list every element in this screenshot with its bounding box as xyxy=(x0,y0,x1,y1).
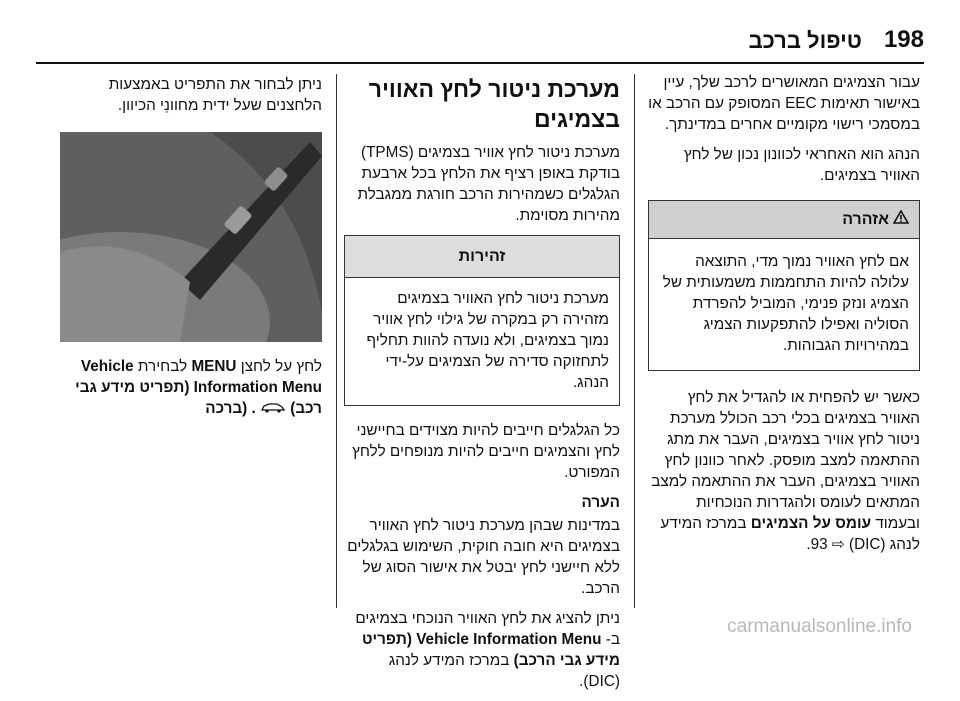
vehicle-info-menu-hebrew: (תפריט מידע גבי הרכב) xyxy=(361,631,620,669)
sensor-paragraph: כל הגלגלים חייבים להיות מצוידים בחיישני לחץ והצמיגים חייבים להיות מנופחים ללחץ המפורט. xyxy=(352,422,620,481)
pressure-adjust-tail: במרכז המידע לנהג (DIC) ⇨ 93. xyxy=(660,515,920,553)
display-text: ניתן להציג את לחץ האוויר הנוכחי בצמיגים ב- xyxy=(355,610,620,648)
caption-tail: . (ברכה xyxy=(205,400,256,417)
left-column xyxy=(60,74,322,428)
note-text: במדינות שבהן מערכת ניטור לחץ האוויר בצמיגים היא חובה חוקית, השימוש בגלגלים ללא חיישני לחץ יבטל את אישור הסוג של הרכב. xyxy=(347,517,620,597)
warning-header xyxy=(649,201,919,239)
vehicle-info-menu-term: Vehicle Information Menu xyxy=(416,631,602,648)
note-label: הערה xyxy=(581,494,620,511)
column-divider-left xyxy=(336,74,337,608)
page-title: טיפול ברכב xyxy=(748,28,862,53)
driver-responsibility-paragraph: הנהג הוא האחראי לכוונון נכון של לחץ האוויר בצמיגים. xyxy=(683,146,920,184)
information-menu-hebrew: (תפריט מידע גבי רכב) xyxy=(75,379,322,417)
header-rule xyxy=(36,62,924,64)
warning-triangle-icon xyxy=(893,209,909,230)
watermark: carmanualsonline.info xyxy=(727,616,912,637)
column-divider-right xyxy=(634,74,635,608)
caution-header: זהירות xyxy=(345,236,619,278)
car-icon xyxy=(256,400,286,417)
caption-mid: לבחירת xyxy=(137,358,188,375)
section-title: מערכת ניטור לחץ האוויר בצמיגים xyxy=(368,76,620,132)
pressure-adjust-paragraph xyxy=(648,387,920,555)
information-menu-term: Information Menu xyxy=(193,379,322,396)
caution-box xyxy=(344,235,620,406)
middle-column xyxy=(344,74,620,701)
warning-body: אם לחץ האוויר נמוך מדי, התוצאה עלולה להיות התחממות משמעותית של הצמיג ונזק פנימי, המוביל להפרדת הסוליה ואפילו להתפקעות הצמיג במהירויות הגבוהות. xyxy=(662,253,909,354)
right-column xyxy=(648,72,920,564)
page-number: 198 xyxy=(883,26,924,53)
display-tail: במרכז המידע לנהג (DIC). xyxy=(388,652,620,690)
caution-body: מערכת ניטור לחץ האוויר בצמיגים מזהירה רק במקרה של גילוי לחץ אוויר נמוך בצמיגים, ולא נועדה להוות תחליף לתחזוקה סדירה של הצמיגים על-ידי הנהג. xyxy=(366,290,609,391)
display-paragraph xyxy=(344,608,620,692)
vehicle-term: Vehicle xyxy=(80,358,134,375)
warning-box xyxy=(648,200,920,371)
page-header xyxy=(20,14,924,54)
menu-button-term: MENU xyxy=(191,358,237,375)
photo-caption xyxy=(60,356,322,419)
caption-lead: לחץ על לחצן xyxy=(240,358,322,375)
menu-intro: ניתן לבחור את התפריט באמצעות הלחצנים שעל ידית מחוונֵי הכיוון. xyxy=(108,76,322,114)
warning-title: אזהרה xyxy=(842,211,889,228)
tire-load-term: עומס על הצמיגים xyxy=(750,515,872,532)
tpms-intro: מערכת ניטור לחץ אוויר בצמיגים (TPMS) בודקת באופן רציף את הלחץ בכל ארבעת הגלגלים כשמהירות הרכב חורגת ממגבלת מהירות מסוימת. xyxy=(357,144,620,224)
pressure-adjust-text: כאשר יש להפחית או להגדיל את לחץ האוויר בצמיגים בכלי רכב הכולל מערכת ניטור לחץ אוויר בצמיגים, העבר את מתג ההתאמה למצב מופסק. לאחר כוונון לחץ האוויר בצמיגים, העבר את ההתאמה למצב המתאים לעומס ולהגדרות הנוכחיות ובעמוד xyxy=(651,389,920,532)
tire-approval-paragraph: עבור הצמיגים המאושרים לרכב שלך, עיין באישור תאימות EEC המסופק עם הרכב או במסמכי רישוי מקומיים אחרים במדינתך. xyxy=(648,74,920,133)
turn-signal-stalk-photo xyxy=(60,132,322,342)
